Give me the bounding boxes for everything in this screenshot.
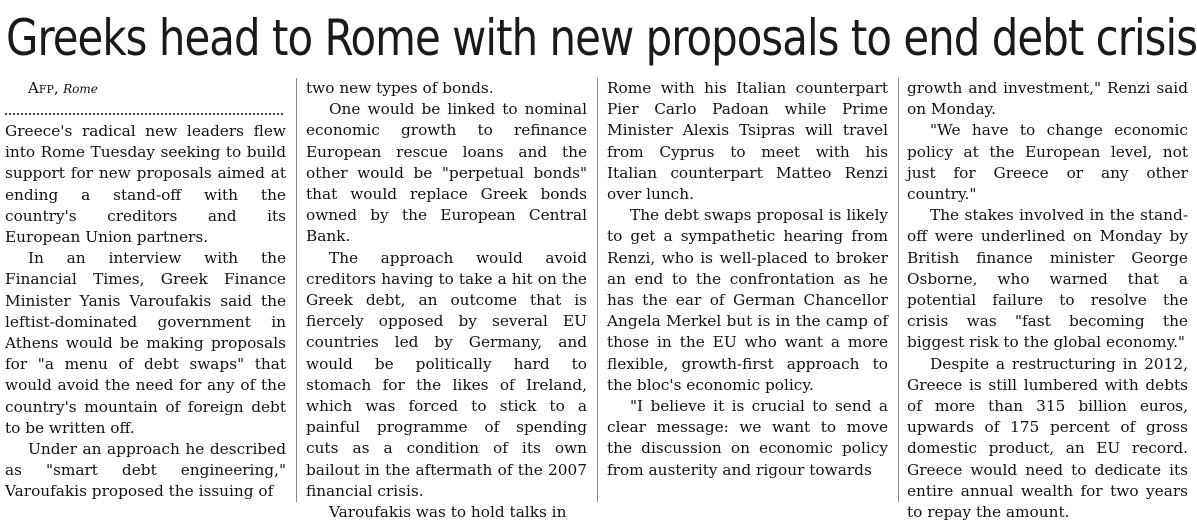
paragraph: two new types of bonds. (306, 79, 494, 97)
dotted-divider (5, 101, 283, 115)
article-column-3 (607, 78, 888, 502)
byline (5, 78, 286, 99)
article-column-4 (907, 78, 1188, 522)
paragraph: "We have to change economic policy at the European level, not just for Greece or any other country." (907, 121, 1188, 204)
paragraph: The stakes involved in the stand-off were underlined on Monday by British finance minister George Osborne, who warned that a potential failure to resolve the crisis was "fast becoming the biggest risk to the global economy." (907, 206, 1188, 352)
article-column-1 (5, 78, 286, 502)
paragraph: In an interview with the Financial Times, Greek Finance Minister Yanis Varoufakis said the leftist-dominated government in Athens would be making proposals for "a menu of debt swaps" that would avoid the need for any of the country's mountain of foreign debt to be written off. (5, 249, 286, 437)
column-divider (898, 78, 899, 502)
paragraph: growth and investment," Renzi said on Monday. (907, 79, 1188, 119)
paragraph: "I believe it is crucial to send a clear message: we want to move the discussion on economic policy from austerity and rigour towards (607, 397, 888, 479)
column-divider (296, 78, 297, 502)
paragraph: Despite a restructuring in 2012, Greece is still lumbered with debts of more than 315 billion euros, upwards of 175 percent of gross domestic product, an EU record. Greece would need to dedicate its entire annual wealth for two years to repay the amount. (907, 354, 1188, 522)
paragraph: Varoufakis was to hold talks in (329, 503, 567, 522)
paragraph: The approach would avoid creditors having to take a hit on the Greek debt, an outcome that is fiercely opposed by several EU countries led by Germany, and would be politically hard to stomach for the likes of Ireland, which was forced to stick to a painful programme of spending cuts as a condition of its own bailout in the aftermath of the 2007 financial crisis. (306, 248, 587, 500)
paragraph: Greece's radical new leaders flew into Rome Tuesday seeking to build support for new proposals aimed at ending a stand-off with the country's creditors and its European Union partners. (5, 122, 286, 247)
byline-agency: Afp, (28, 79, 59, 97)
paragraph: The debt swaps proposal is likely to get a sympathetic hearing from Renzi, who is well-placed to broker an end to the confrontation as he has the ear of German Chancellor Angela Merkel but is in the camp of those in the EU who want a more flexible, growth-first approach to the bloc's economic policy. (607, 206, 888, 394)
headline: Greeks head to Rome with new proposals to end debt crisis (6, 9, 1197, 67)
byline-place: Rome (63, 82, 98, 96)
paragraph: One would be linked to nominal economic growth to refinance European rescue loans and the other would be "perpetual bonds" that would replace Greek bonds owned by the European Central Bank. (306, 100, 587, 246)
paragraph: Under an approach he described as "smart debt engineering," Varoufakis proposed the issuing of (5, 440, 286, 501)
column-divider (597, 78, 598, 502)
article-column-2 (306, 78, 587, 522)
paragraph: Rome with his Italian counterpart Pier Carlo Padoan while Prime Minister Alexis Tsipras will travel from Cyprus to meet with his Italian counterpart Matteo Renzi over lunch. (607, 79, 888, 204)
